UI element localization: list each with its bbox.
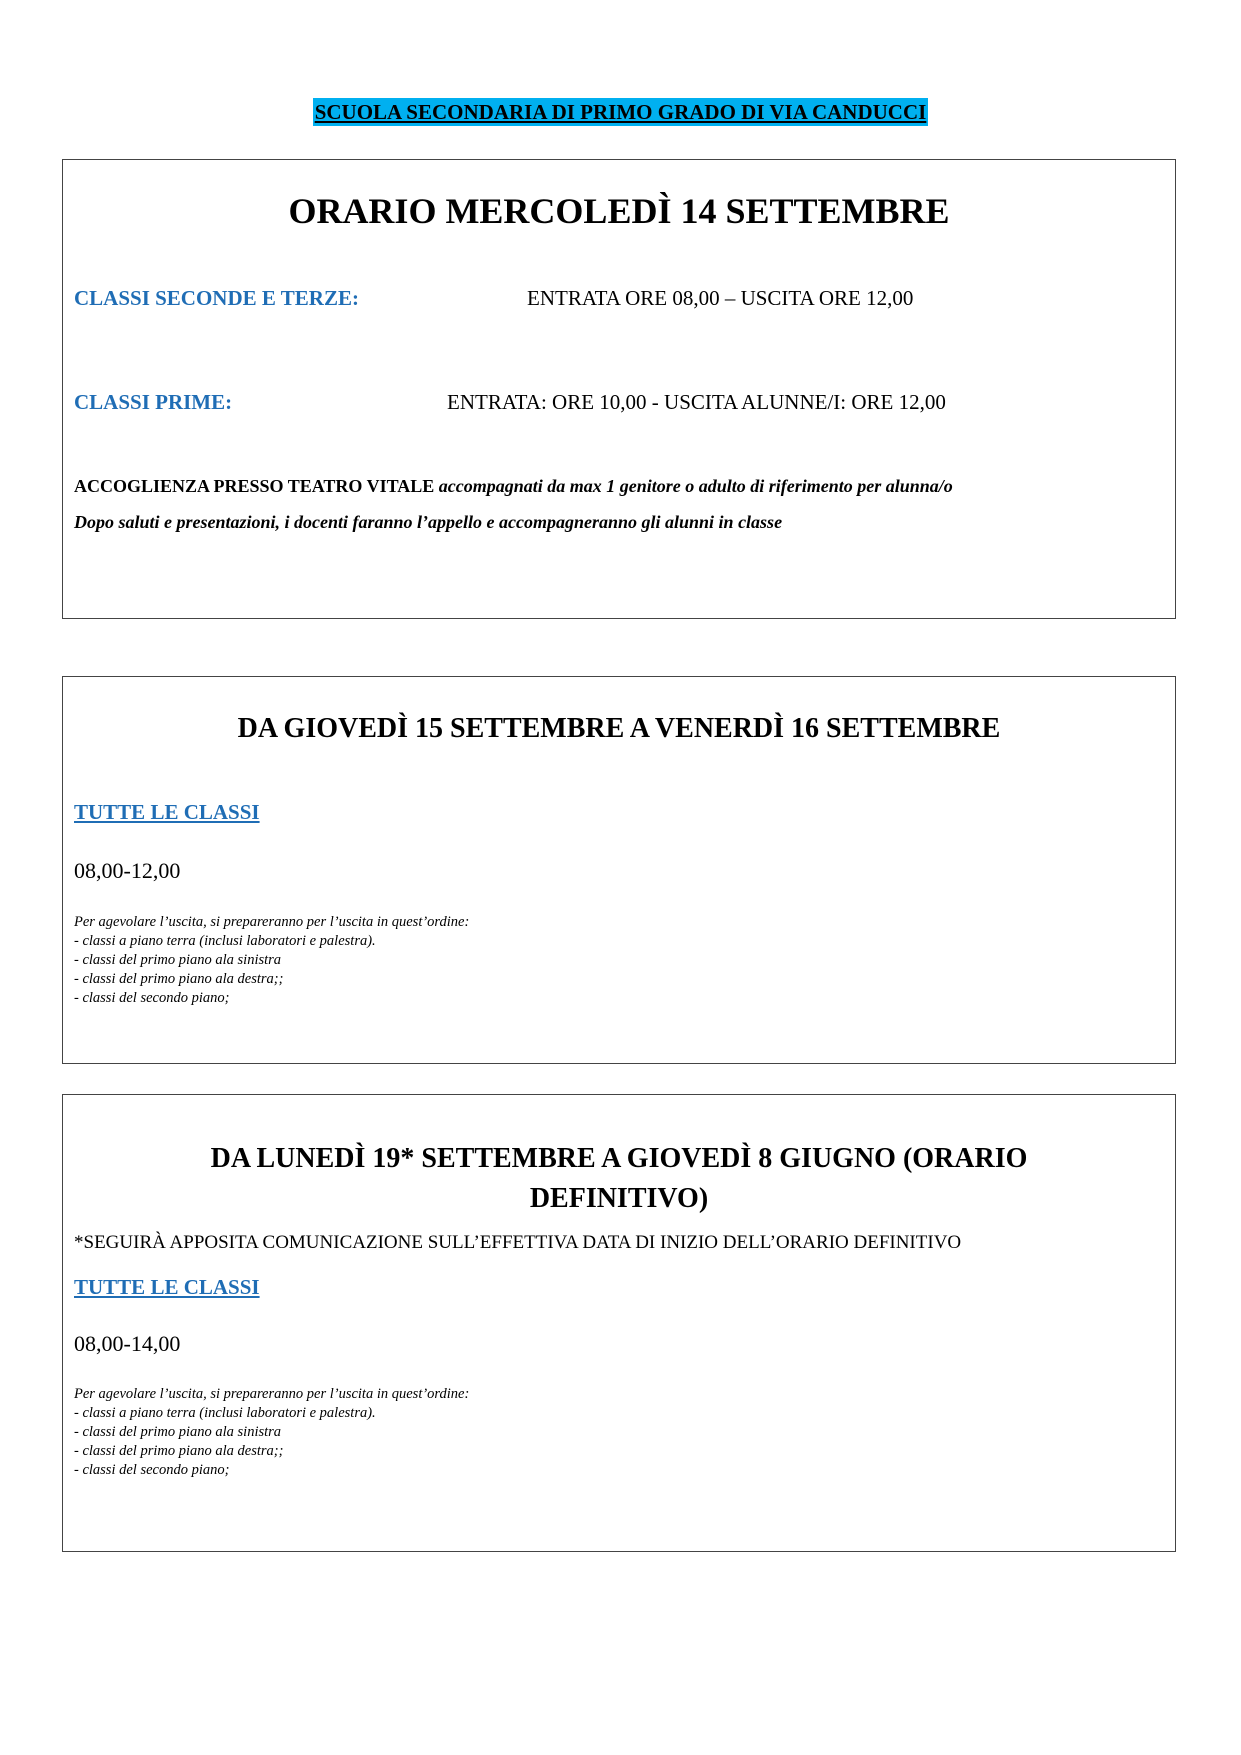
page-title-wrap (0, 100, 1241, 125)
box3-note: Per agevolare l’uscita, si prepareranno per l’uscita in quest’ordine: (74, 1386, 470, 1402)
box2-heading: DA GIOVEDÌ 15 SETTEMBRE A VENERDÌ 16 SETTEMBRE (237, 713, 1001, 744)
accoglienza-bold: ACCOGLIENZA PRESSO TEATRO VITALE (74, 476, 435, 496)
box2-note: Per agevolare l’uscita, si prepareranno per l’uscita in quest’ordine: (74, 914, 470, 930)
box2-exit-notes (74, 913, 469, 1008)
classi-prime-time: ENTRATA: ORE 10,00 - USCITA ALUNNE/I: ORE 12,00 (447, 390, 946, 414)
schedule-box-thursday-friday (62, 676, 1176, 1064)
box2-time: 08,00-12,00 (74, 858, 181, 883)
accoglienza-italic: accompagnati da max 1 genitore o adulto di riferimento per alunna/o (438, 476, 953, 496)
box3-note: - classi del primo piano ala sinistra (74, 1424, 282, 1440)
box3-note: - classi del primo piano ala destra;; (74, 1443, 284, 1459)
box2-note: - classi a piano terra (inclusi laboratori e palestra). (74, 933, 376, 949)
box2-note: - classi del primo piano ala destra;; (74, 971, 284, 987)
box1-heading: ORARIO MERCOLEDÌ 14 SETTEMBRE (288, 191, 950, 231)
box3-note: - classi del secondo piano; (74, 1462, 230, 1478)
box2-tutte-le-classi: TUTTE LE CLASSI (74, 800, 260, 824)
page-title: SCUOLA SECONDARIA DI PRIMO GRADO DI VIA CANDUCCI (314, 100, 927, 124)
box2-note: - classi del primo piano ala sinistra (74, 952, 282, 968)
classi-prime-label: CLASSI PRIME: (74, 390, 233, 414)
dopo-saluti-line: Dopo saluti e presentazioni, i docenti faranno l’appello e accompagneranno gli alunni in classe (74, 512, 783, 532)
schedule-box-definitivo (62, 1094, 1176, 1552)
classi-seconde-terze-time: ENTRATA ORE 08,00 – USCITA ORE 12,00 (527, 286, 914, 310)
accoglienza-line (74, 476, 953, 497)
box3-heading-line2: DEFINITIVO) (529, 1183, 709, 1214)
box3-time: 08,00-14,00 (74, 1331, 181, 1356)
box3-exit-notes (74, 1385, 469, 1480)
box2-note: - classi del secondo piano; (74, 990, 230, 1006)
schedule-box-wednesday (62, 159, 1176, 619)
box3-footnote: *SEGUIRÀ APPOSITA COMUNICAZIONE SULL’EFFETTIVA DATA DI INIZIO DELL’ORARIO DEFINITIVO (74, 1232, 962, 1253)
box3-heading-line1: DA LUNEDÌ 19* SETTEMBRE A GIOVEDÌ 8 GIUGNO (ORARIO (210, 1143, 1028, 1174)
classi-seconde-terze-label: CLASSI SECONDE E TERZE: (74, 286, 359, 310)
box3-note: - classi a piano terra (inclusi laboratori e palestra). (74, 1405, 376, 1421)
box3-tutte-le-classi: TUTTE LE CLASSI (74, 1275, 260, 1299)
